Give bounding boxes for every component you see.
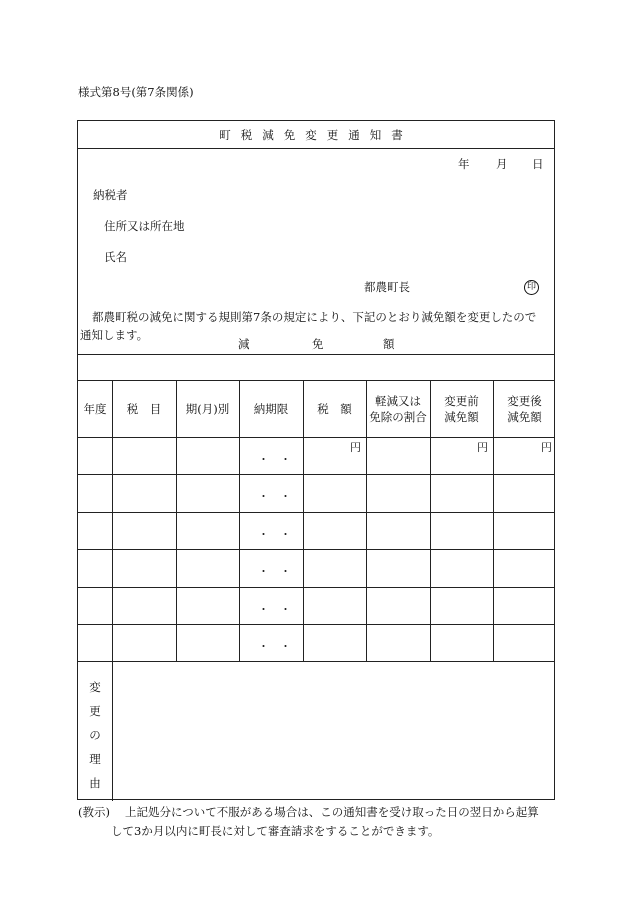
divider — [78, 587, 554, 588]
due-date-dots: ・ ・ — [258, 565, 291, 578]
divider — [78, 354, 554, 355]
divider — [78, 549, 554, 550]
divider — [78, 624, 554, 625]
header-after: 変更後 減免額 — [507, 393, 542, 424]
date-month: 月 — [496, 157, 508, 171]
notice-form — [77, 120, 555, 800]
seal-icon: 印 — [524, 278, 539, 295]
address-label: 住所又は所在地 — [104, 219, 185, 233]
due-date-dots: ・ ・ — [258, 453, 291, 466]
note-label: (教示) — [78, 805, 110, 819]
header-ratio: 軽減又は 免除の割合 — [369, 393, 427, 424]
divider — [78, 148, 554, 149]
divider — [78, 661, 554, 662]
header-tax-amount: 税 額 — [317, 401, 352, 416]
section-char-1: 減 — [238, 337, 250, 351]
header-year: 年度 — [83, 401, 107, 416]
date-day: 日 — [532, 157, 544, 171]
issuer-label: 都農町長 — [364, 280, 410, 294]
body-line-2: 通知します。 — [80, 328, 149, 342]
note-line-2: して3か月以内に町長に対して審査請求をすることができます。 — [111, 824, 440, 838]
form-title: 町税減免変更通知書 — [219, 128, 413, 142]
reason-char: 理 — [89, 752, 101, 766]
divider — [176, 380, 177, 661]
divider — [78, 437, 554, 438]
reason-char: の — [89, 728, 101, 742]
form-caption: 様式第8号(第7条関係) — [78, 85, 194, 99]
date-year: 年 — [458, 157, 470, 171]
section-char-2: 免 — [312, 337, 324, 351]
due-date-dots: ・ ・ — [258, 603, 291, 616]
header-tax-item: 税 目 — [126, 401, 162, 416]
note-line-1: 上記処分について不服がある場合は、この通知書を受け取った日の翌日から起算 — [125, 805, 539, 819]
divider — [78, 512, 554, 513]
divider — [366, 380, 367, 661]
divider — [303, 380, 304, 661]
name-label: 氏名 — [104, 250, 127, 264]
divider — [239, 380, 240, 661]
due-date-dots: ・ ・ — [258, 490, 291, 503]
yen-after: 円 — [541, 441, 552, 454]
divider — [430, 380, 431, 661]
due-date-dots: ・ ・ — [258, 640, 291, 653]
header-period: 期(月)別 — [185, 401, 230, 416]
header-before: 変更前 減免額 — [444, 393, 479, 424]
section-char-3: 額 — [383, 337, 395, 351]
divider — [112, 380, 113, 801]
divider — [78, 474, 554, 475]
reason-char: 由 — [89, 776, 101, 790]
yen-tax-amount: 円 — [350, 441, 361, 454]
header-due: 納期限 — [253, 401, 289, 416]
reason-char: 変 — [89, 680, 101, 694]
due-date-dots: ・ ・ — [258, 528, 291, 541]
taxpayer-label: 納税者 — [93, 188, 128, 202]
reason-char: 更 — [89, 704, 101, 718]
yen-before: 円 — [477, 441, 488, 454]
body-line-1: 都農町税の減免に関する規則第7条の規定により、下記のとおり減免額を変更したので — [92, 310, 537, 324]
divider — [493, 380, 494, 661]
